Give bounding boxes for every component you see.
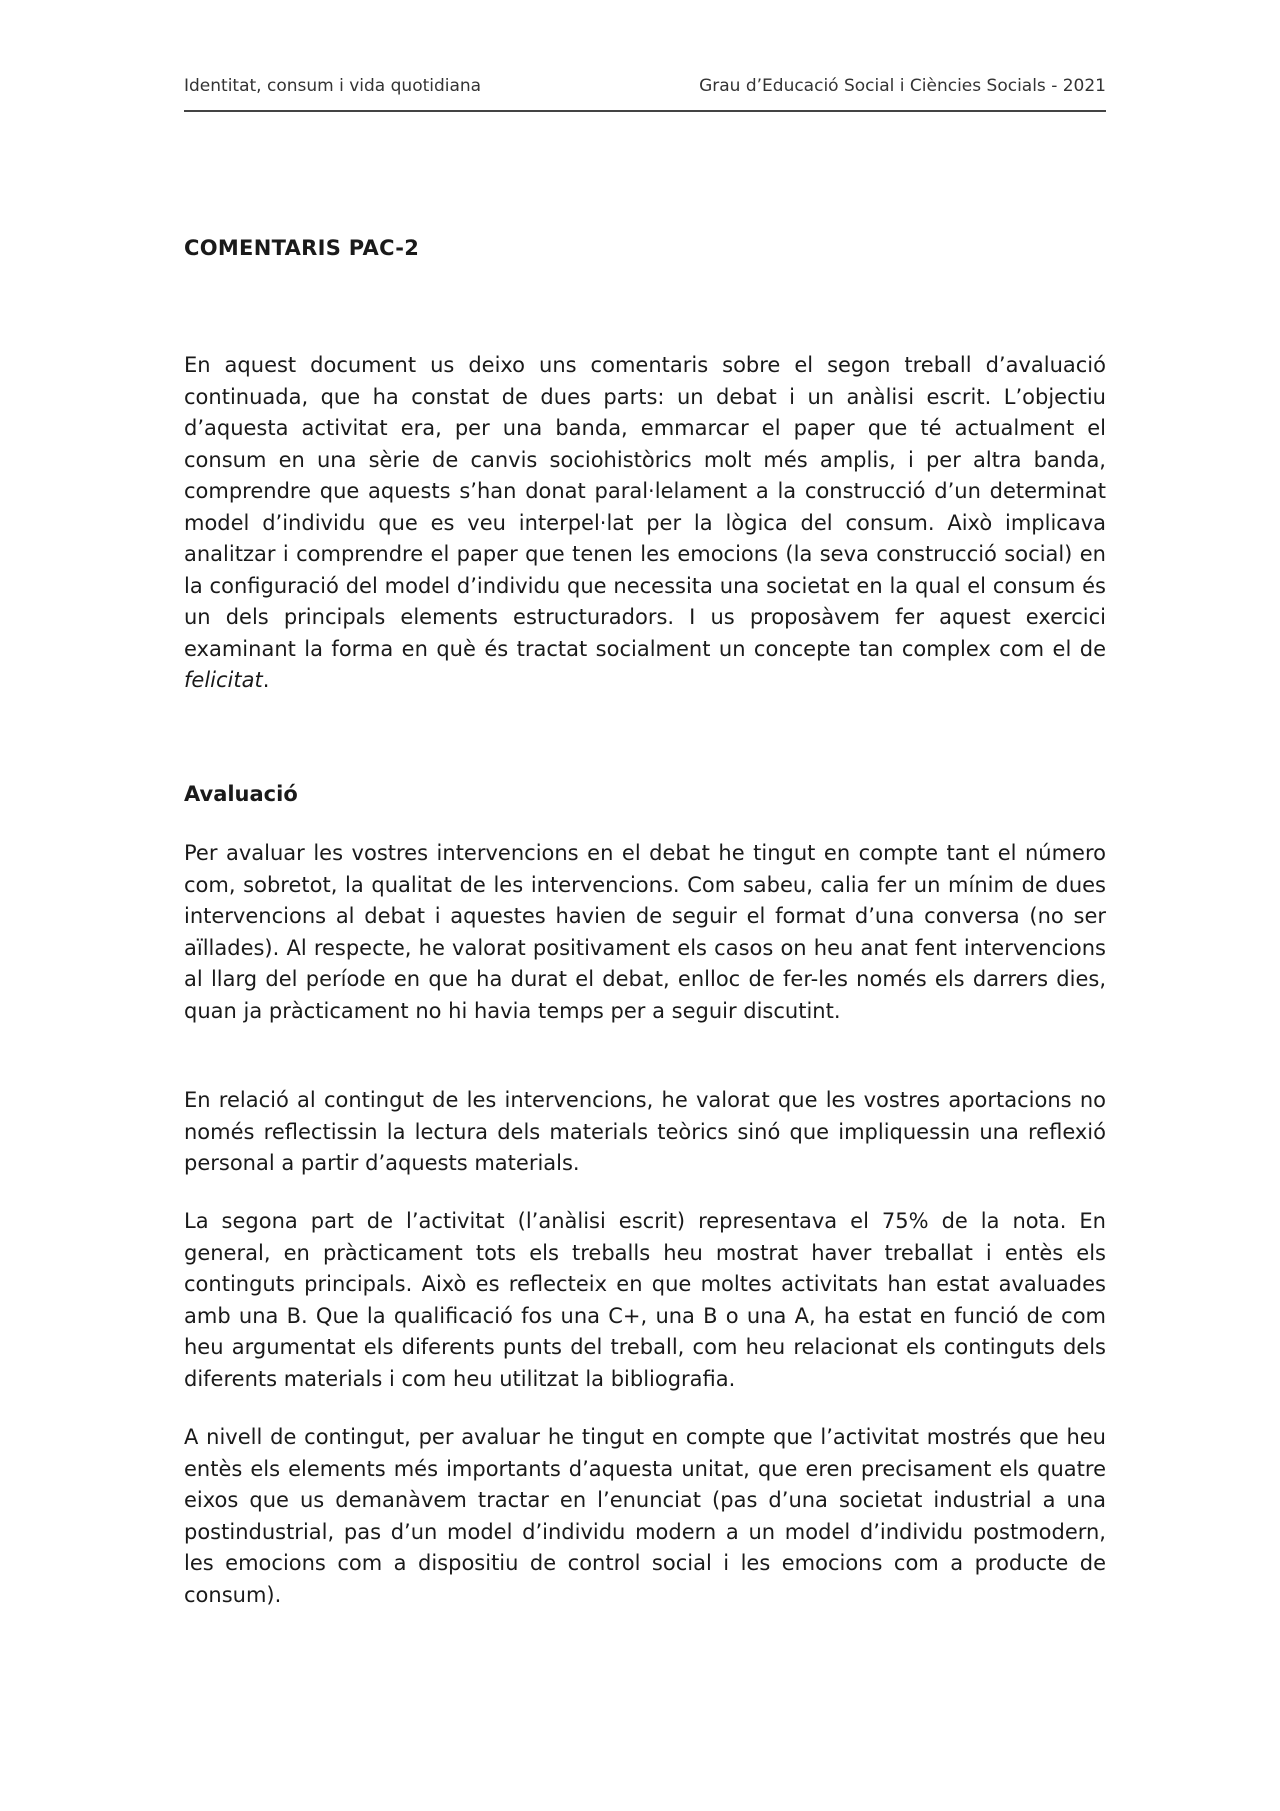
header-course-title: Identitat, consum i vida quotidiana xyxy=(184,76,482,96)
document-title: COMENTARIS PAC-2 xyxy=(184,236,420,260)
intro-section xyxy=(184,350,1106,697)
evaluation-paragraph-criteria xyxy=(184,1422,1106,1611)
intro-paragraph xyxy=(184,350,1106,697)
intro-text-end: . xyxy=(262,668,270,692)
paragraph-text: A nivell de contingut, per avaluar he tingut en compte que l’activitat mostrés que heu entès els elements més importants d’aquesta unitat, que eren precisament els quatre eixos que us demanàvem tractar en l’enunciat (pas d’una societat industrial a una postindustrial, pas d’un model d’individu modern a un model d’individu postmodern, les emocions com a dispositiu de control social i les emocions com a producte de consum). xyxy=(184,1425,1106,1607)
paragraph-text: Per avaluar les vostres intervencions en el debat he tingut en compte tant el número com, sobretot, la qualitat de les intervencions. Com sabeu, calia fer un mínim de dues intervencions al debat i aquestes havien de seguir el format d’una conversa (no ser aïllades). Al respecte, he valorat positivament els casos on heu anat fent intervencions al llarg del període en que ha durat el debat, enlloc de fer-les només els darrers dies, quan ja pràcticament no hi havia temps per a seguir discutint. xyxy=(184,841,1106,1023)
paragraph-text: En relació al contingut de les intervencions, he valorat que les vostres aportacions no només reflectissin la lectura dels materials teòrics sinó que impliquessin una reflexió personal a partir d’aquests materials. xyxy=(184,1088,1106,1175)
evaluation-heading: Avaluació xyxy=(184,782,298,806)
evaluation-paragraph-debate xyxy=(184,838,1106,1027)
intro-text: En aquest document us deixo uns comentaris sobre el segon treball d’avaluació continuada, que ha constat de dues parts: un debat i un anàlisi escrit. L’objectiu d’aquesta activitat era, per una banda, emmarcar el paper que té actualment el consum en una sèrie de canvis sociohistòrics molt més amplis, i per altra banda, comprendre que aquests s’han donat paral·lelament a la construcció d’un determinat model d’individu que es veu interpel·lat per la lògica del consum. Això implicava analitzar i comprendre el paper que tenen les emocions (la seva construcció social) en la configuració del model d’individu que necessita una societat en la qual el consum és un dels principals elements estructuradors. I us proposàvem fer aquest exercici examinant la forma en què és tractat socialment un concepte tan complex com el de xyxy=(184,353,1106,661)
paragraph-text: La segona part de l’activitat (l’anàlisi escrit) representava el 75% de la nota. En general, en pràcticament tots els treballs heu mostrat haver treballat i entès els continguts principals. Això es reflecteix en que moltes activitats han estat avaluades amb una B. Que la qualificació fos una C+, una B o una A, ha estat en funció de com heu argumentat els diferents punts del treball, com heu relacionat els continguts dels diferents materials i com heu utilitzat la bibliografia. xyxy=(184,1209,1106,1391)
intro-italic-term: felicitat xyxy=(184,668,263,692)
evaluation-paragraph-content xyxy=(184,1085,1106,1180)
running-header xyxy=(184,76,1106,112)
header-degree-year: Grau d’Educació Social i Ciències Socials - 2021 xyxy=(699,76,1106,96)
evaluation-paragraph-written-analysis xyxy=(184,1206,1106,1395)
